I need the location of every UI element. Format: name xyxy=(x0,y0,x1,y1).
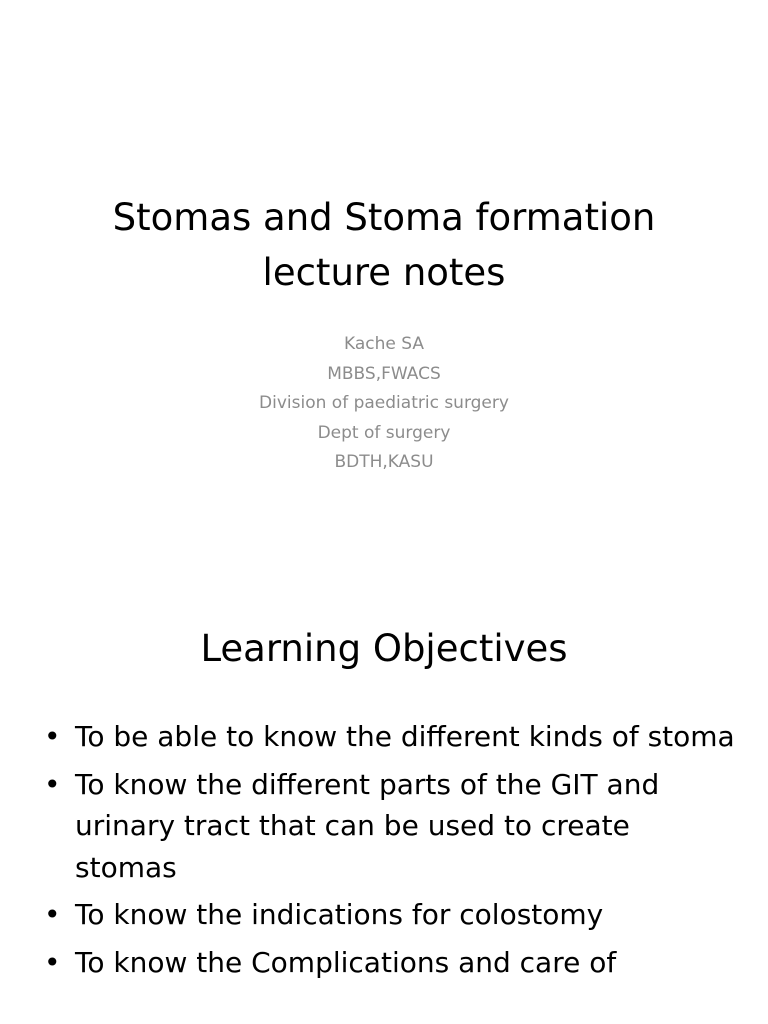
bullet-icon: • xyxy=(44,898,61,931)
list-item xyxy=(40,764,740,889)
slide-title-line-1: Stomas and Stoma formation xyxy=(112,196,656,239)
author-name: Kache SA xyxy=(344,334,424,354)
slide-title-line-2: lecture notes xyxy=(262,251,506,294)
list-item-text: To know the indications for colostomy xyxy=(75,898,604,931)
objectives-list xyxy=(40,716,740,989)
objectives-slide xyxy=(0,576,768,1024)
bullet-icon: • xyxy=(44,767,61,801)
list-item-text: To be able to know the different kinds of stoma xyxy=(75,720,735,753)
bullet-icon: • xyxy=(44,720,61,753)
bullet-icon: • xyxy=(44,945,61,979)
objectives-title: Learning Objectives xyxy=(200,627,568,670)
author-division: Division of paediatric surgery xyxy=(259,393,509,414)
list-item-text: To know the different parts of the GIT and urinary tract that can be used to create stomas xyxy=(75,767,660,884)
author-block xyxy=(40,330,728,478)
list-item xyxy=(40,894,740,936)
author-qualifications: MBBS,FWACS xyxy=(327,363,441,384)
list-item xyxy=(40,942,740,984)
slide-title xyxy=(40,190,728,300)
list-item xyxy=(40,716,740,758)
author-department: Dept of surgery xyxy=(317,422,451,443)
list-item-text: To know the Complications and care of xyxy=(75,945,617,979)
author-institution: BDTH,KASU xyxy=(334,452,434,473)
